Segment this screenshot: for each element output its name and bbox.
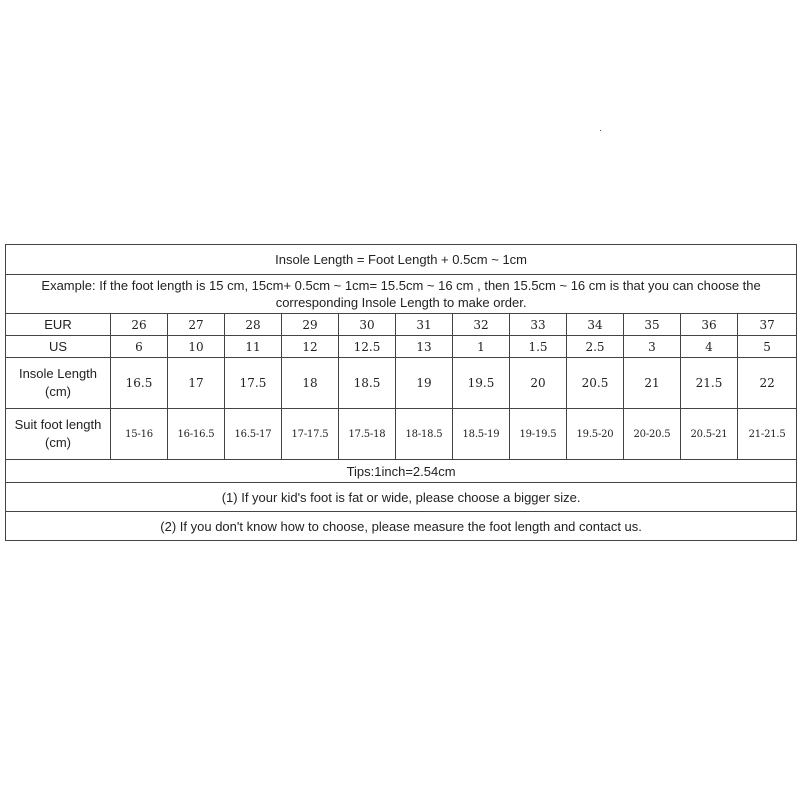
insole-cell: 16.5 <box>111 358 168 409</box>
us-cell: 12.5 <box>339 336 396 358</box>
us-cell: 5 <box>738 336 797 358</box>
us-cell: 6 <box>111 336 168 358</box>
row-label-us: US <box>6 336 111 358</box>
us-cell: 4 <box>681 336 738 358</box>
us-cell: 12 <box>282 336 339 358</box>
row-label-insole-length: Insole Length (cm) <box>6 358 111 409</box>
row-label-eur: EUR <box>6 314 111 336</box>
suit-cell: 15-16 <box>111 409 168 460</box>
eur-cell: 30 <box>339 314 396 336</box>
insole-cell: 18.5 <box>339 358 396 409</box>
insole-cell: 21.5 <box>681 358 738 409</box>
suit-cell: 17.5-18 <box>339 409 396 460</box>
eur-cell: 37 <box>738 314 797 336</box>
us-cell: 13 <box>396 336 453 358</box>
eur-cell: 34 <box>567 314 624 336</box>
insole-cell: 20.5 <box>567 358 624 409</box>
suit-cell: 17-17.5 <box>282 409 339 460</box>
us-cell: 1.5 <box>510 336 567 358</box>
table-row-suit-foot-length <box>6 409 797 460</box>
formula-text: Insole Length = Foot Length + 0.5cm ~ 1cm <box>6 245 797 275</box>
suit-cell: 16.5-17 <box>225 409 282 460</box>
insole-cell: 19 <box>396 358 453 409</box>
us-cell: 3 <box>624 336 681 358</box>
note-text: (1) If your kid's foot is fat or wide, please choose a bigger size. <box>6 483 797 512</box>
note-text: (2) If you don't know how to choose, please measure the foot length and contact us. <box>6 512 797 541</box>
table-row-insole-length <box>6 358 797 409</box>
row-label-suit-foot-length: Suit foot length (cm) <box>6 409 111 460</box>
eur-cell: 33 <box>510 314 567 336</box>
suit-cell: 20-20.5 <box>624 409 681 460</box>
insole-cell: 20 <box>510 358 567 409</box>
eur-cell: 27 <box>168 314 225 336</box>
size-chart-table <box>5 244 797 541</box>
suit-cell: 19-19.5 <box>510 409 567 460</box>
tips-text: Tips:1inch=2.54cm <box>6 460 797 483</box>
us-cell: 10 <box>168 336 225 358</box>
insole-cell: 18 <box>282 358 339 409</box>
tips-row <box>6 460 797 483</box>
example-text: Example: If the foot length is 15 cm, 15cm+ 0.5cm ~ 1cm= 15.5cm ~ 16 cm , then 15.5cm ~ 16 cm is that you can choose the corresponding Insole Length to make order. <box>6 275 797 314</box>
us-cell: 11 <box>225 336 282 358</box>
suit-cell: 18-18.5 <box>396 409 453 460</box>
eur-cell: 29 <box>282 314 339 336</box>
suit-cell: 20.5-21 <box>681 409 738 460</box>
eur-cell: 35 <box>624 314 681 336</box>
suit-cell: 18.5-19 <box>453 409 510 460</box>
example-row <box>6 275 797 314</box>
stray-dot <box>600 130 601 131</box>
note-row <box>6 512 797 541</box>
eur-cell: 36 <box>681 314 738 336</box>
suit-cell: 21-21.5 <box>738 409 797 460</box>
eur-cell: 26 <box>111 314 168 336</box>
us-cell: 2.5 <box>567 336 624 358</box>
insole-cell: 21 <box>624 358 681 409</box>
insole-cell: 22 <box>738 358 797 409</box>
table-row-us <box>6 336 797 358</box>
insole-cell: 17 <box>168 358 225 409</box>
formula-row <box>6 245 797 275</box>
suit-cell: 19.5-20 <box>567 409 624 460</box>
table-row-eur <box>6 314 797 336</box>
eur-cell: 32 <box>453 314 510 336</box>
us-cell: 1 <box>453 336 510 358</box>
eur-cell: 31 <box>396 314 453 336</box>
insole-cell: 19.5 <box>453 358 510 409</box>
eur-cell: 28 <box>225 314 282 336</box>
insole-cell: 17.5 <box>225 358 282 409</box>
suit-cell: 16-16.5 <box>168 409 225 460</box>
note-row <box>6 483 797 512</box>
